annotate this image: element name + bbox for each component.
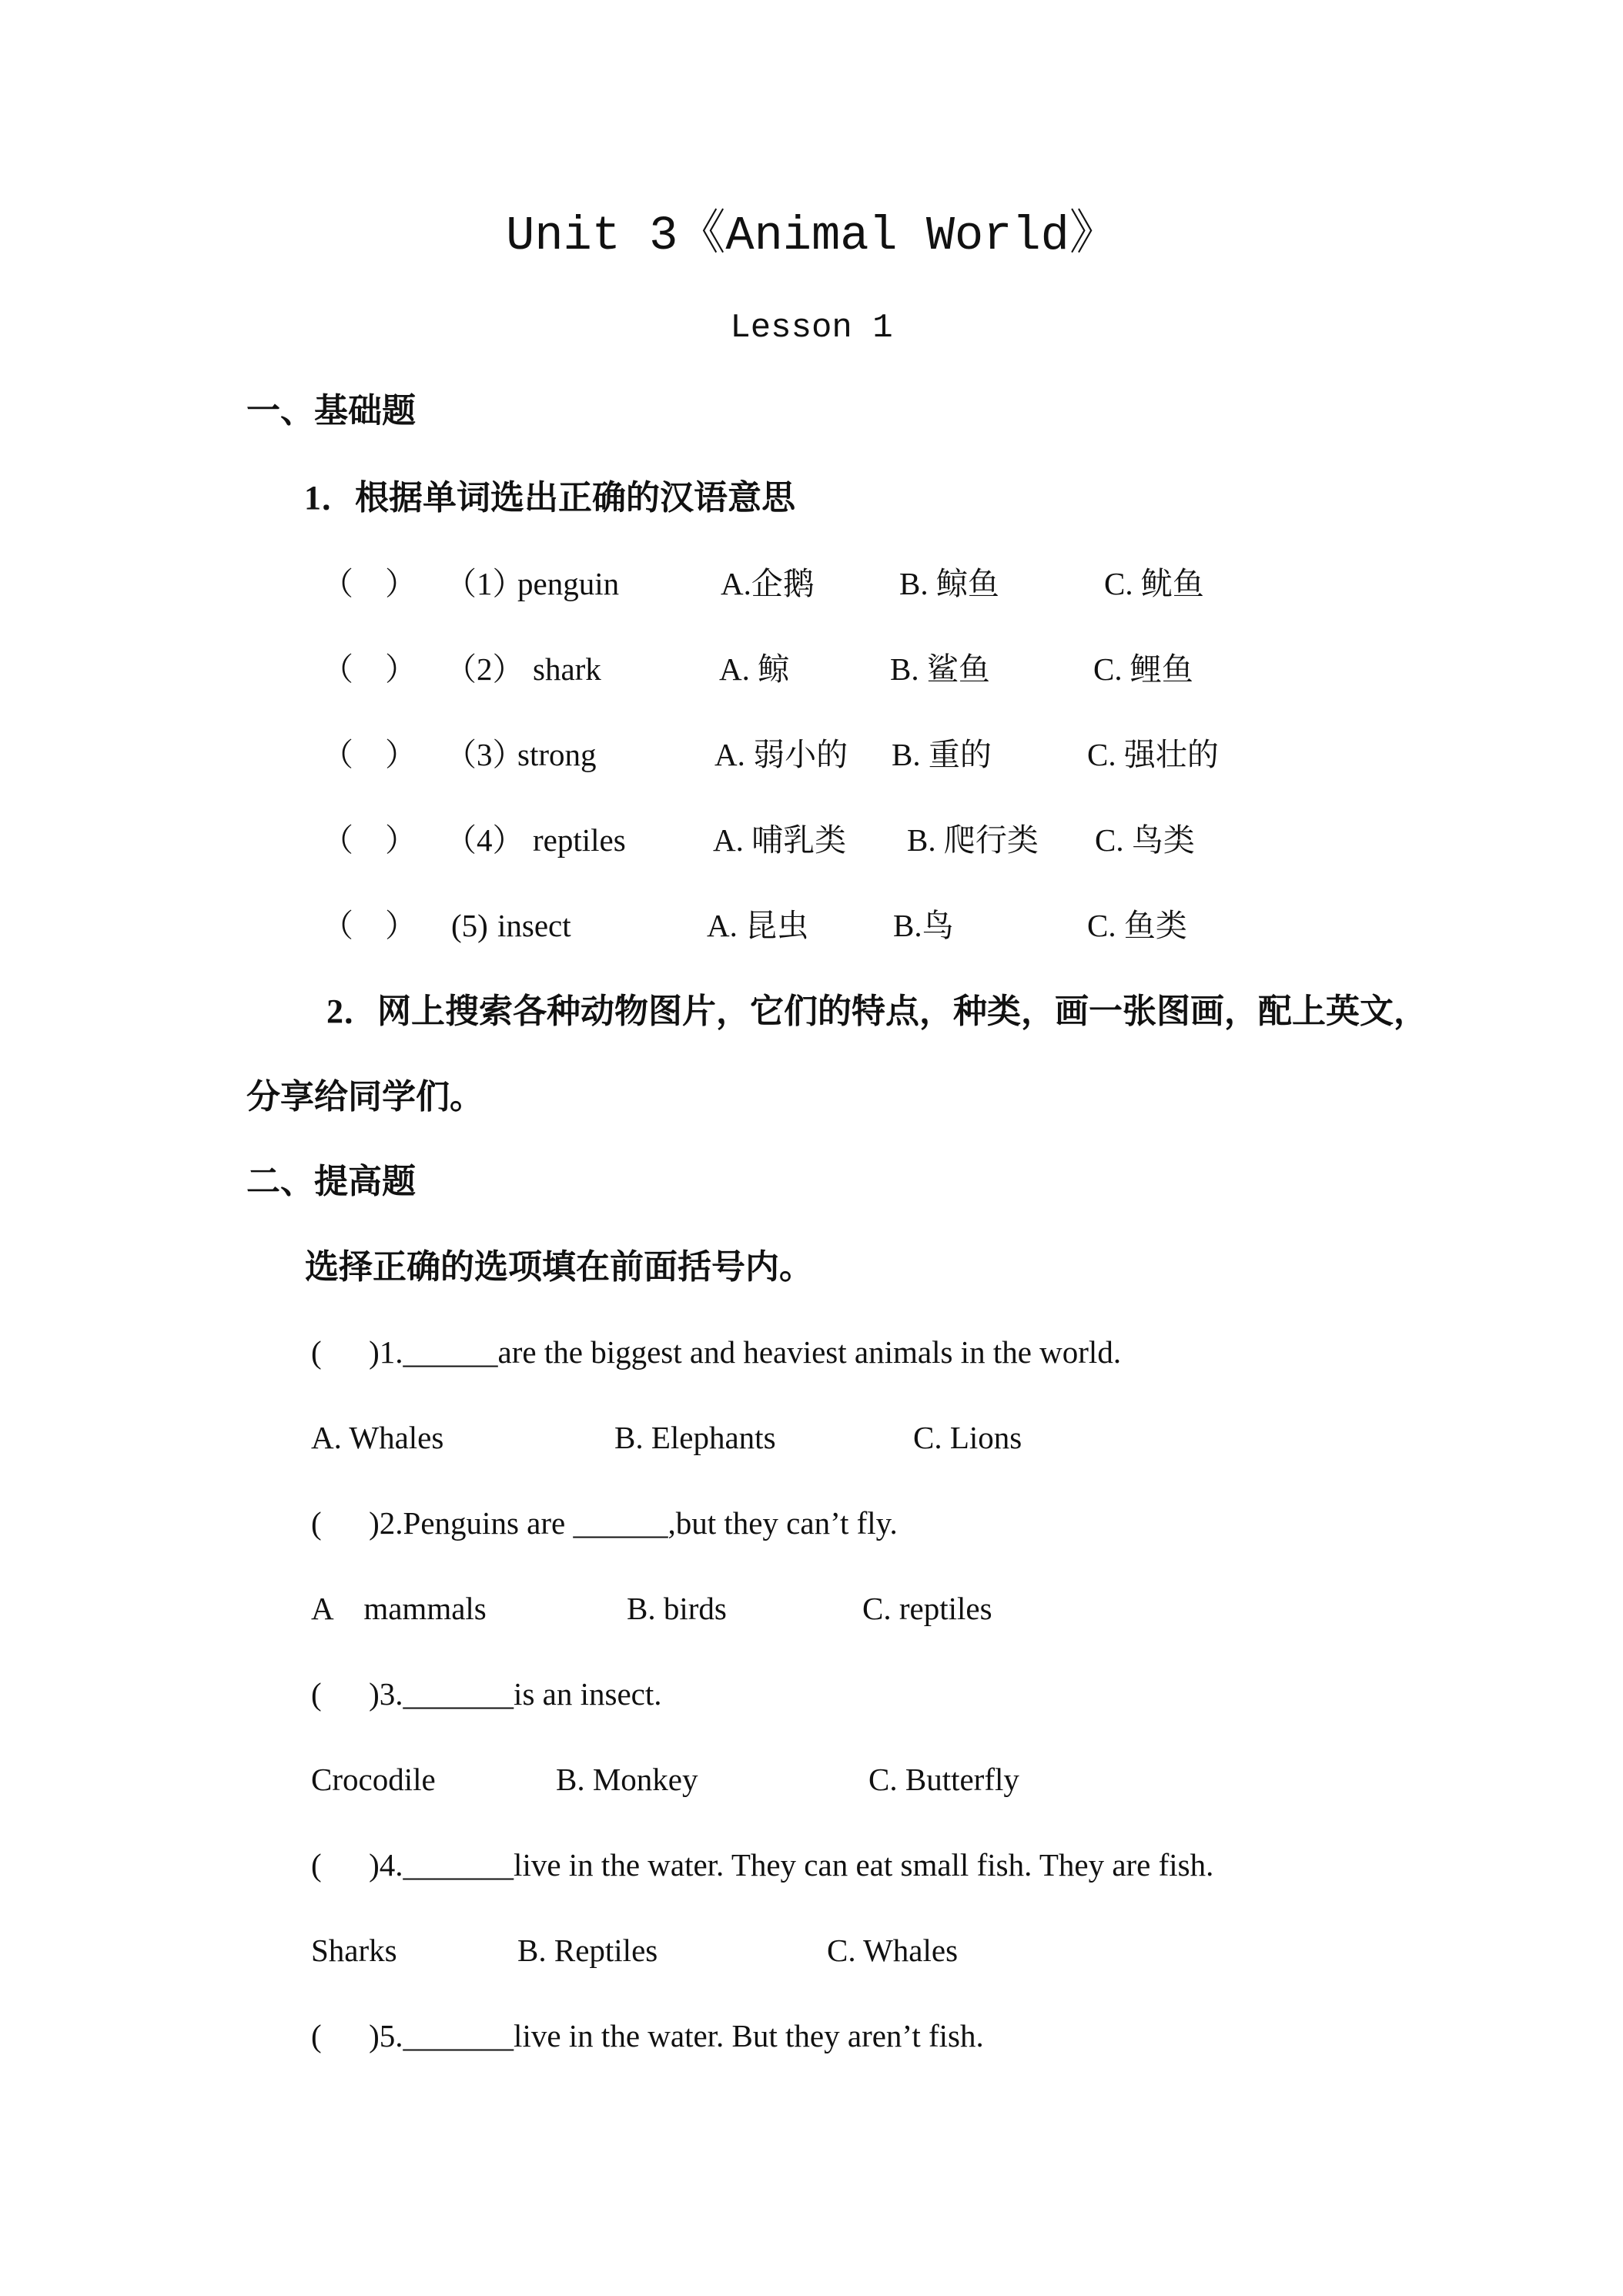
section2-heading: 二、提高题 bbox=[246, 1163, 416, 1200]
item-number: （4） bbox=[445, 822, 524, 858]
answer-paren[interactable]: （ ） bbox=[322, 737, 417, 772]
question-stem: ( )4._______live in the water. They can eat small fish. They are fish. bbox=[311, 1847, 1214, 1883]
option-a: A. 弱小的 bbox=[714, 737, 848, 772]
item-word: strong bbox=[517, 737, 597, 772]
option-c: C. 鸟类 bbox=[1095, 822, 1195, 858]
option-b: B.鸟 bbox=[893, 908, 954, 943]
option-b: B. Reptiles bbox=[517, 1933, 658, 1968]
question-stem: ( )1.______are the biggest and heaviest animals in the world. bbox=[311, 1334, 1122, 1370]
question-stem: ( )3._______is an insect. bbox=[311, 1676, 662, 1712]
option-b: B. 鲨鱼 bbox=[890, 651, 990, 687]
option-a: A. 昆虫 bbox=[707, 908, 809, 943]
option-b: B. birds bbox=[627, 1591, 727, 1626]
item-word: penguin bbox=[517, 566, 620, 601]
option-a: A. Whales bbox=[311, 1420, 444, 1455]
item-word: reptiles bbox=[533, 822, 626, 858]
item-word: shark bbox=[533, 651, 601, 687]
item-number: （3） bbox=[445, 737, 524, 772]
option-c: C. 强壮的 bbox=[1087, 737, 1219, 772]
item-word: insect bbox=[497, 908, 571, 943]
option-a: A.企鹅 bbox=[721, 566, 815, 601]
q2-text-line1: 2．网上搜索各种动物图片，它们的特点，种类，画一张图画，配上英文， bbox=[326, 992, 1427, 1030]
section2-instruction: 选择正确的选项填在前面括号内。 bbox=[305, 1248, 813, 1286]
page-title: Unit 3《Animal World》 bbox=[506, 209, 1117, 263]
option-c: C. 鲤鱼 bbox=[1093, 651, 1193, 687]
option-c: C. 鱼类 bbox=[1087, 908, 1187, 943]
option-c: C. reptiles bbox=[862, 1591, 992, 1626]
option-a: A mammals bbox=[311, 1591, 487, 1626]
option-b: B. 鲸鱼 bbox=[899, 566, 999, 601]
option-b: B. 重的 bbox=[892, 737, 992, 772]
item-number: （1） bbox=[445, 566, 524, 601]
option-c: C. Whales bbox=[827, 1933, 959, 1968]
item-number: (5) bbox=[451, 908, 488, 943]
answer-paren[interactable]: （ ） bbox=[322, 651, 417, 687]
option-a: A. 哺乳类 bbox=[713, 822, 847, 858]
option-c: C. Lions bbox=[913, 1420, 1022, 1455]
answer-paren[interactable]: （ ） bbox=[322, 822, 417, 858]
option-a: A. 鲸 bbox=[719, 651, 790, 687]
option-b: B. Monkey bbox=[556, 1762, 698, 1797]
answer-paren[interactable]: （ ） bbox=[322, 566, 417, 601]
option-c: C. Butterfly bbox=[868, 1762, 1019, 1797]
option-a: Sharks bbox=[311, 1933, 397, 1968]
option-c: C. 鱿鱼 bbox=[1104, 566, 1204, 601]
q2-text-line2: 分享给同学们。 bbox=[246, 1078, 484, 1116]
option-a: Crocodile bbox=[311, 1762, 436, 1797]
option-b: B. 爬行类 bbox=[907, 822, 1039, 858]
q1-heading: 1．根据单词选出正确的汉语意思 bbox=[304, 479, 795, 517]
item-number: （2） bbox=[445, 651, 524, 687]
section1-heading: 一、基础题 bbox=[246, 392, 416, 430]
option-b: B. Elephants bbox=[614, 1420, 776, 1455]
question-stem: ( )5._______live in the water. But they aren’t fish. bbox=[311, 2018, 984, 2053]
answer-paren[interactable]: （ ） bbox=[322, 908, 417, 943]
lesson-subtitle: Lesson 1 bbox=[730, 309, 893, 347]
question-stem: ( )2.Penguins are ______,but they can’t fly. bbox=[311, 1505, 898, 1541]
